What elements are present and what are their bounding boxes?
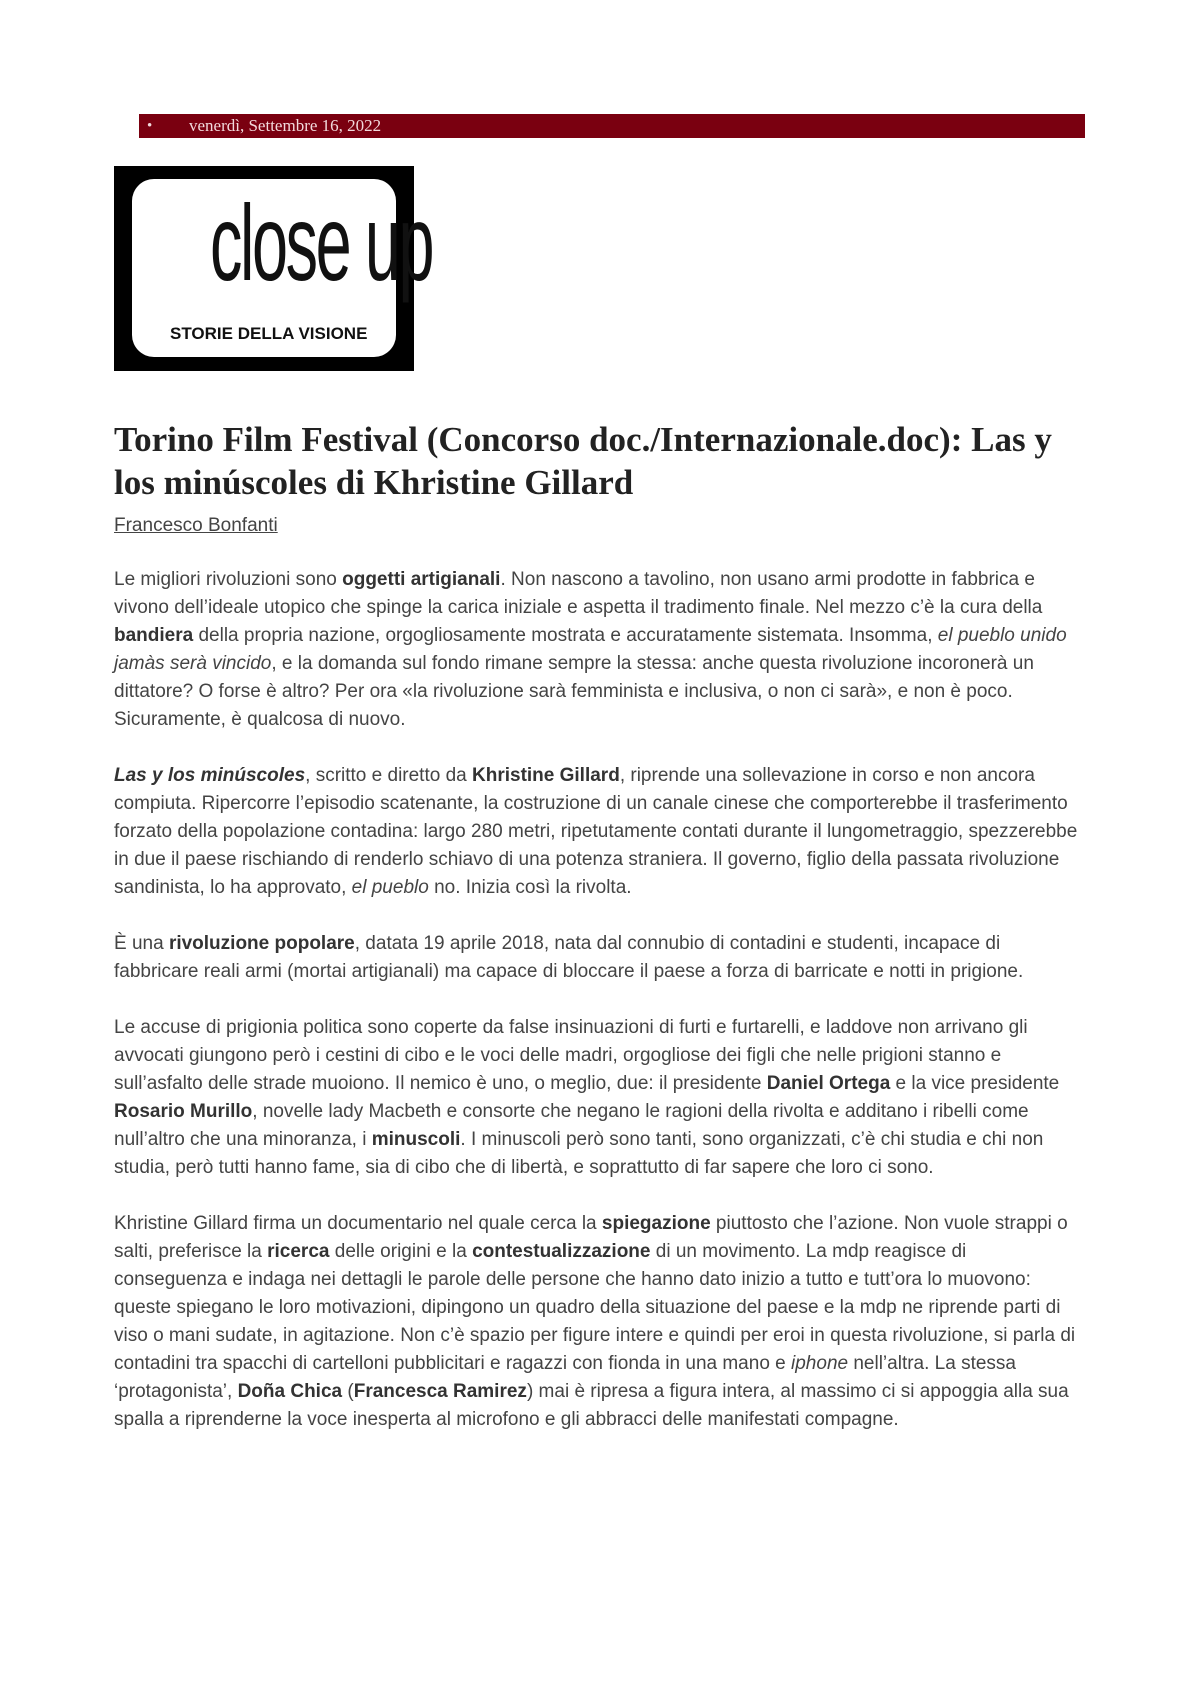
text-run: nell’altra. La stessa ‘protagonista’, <box>114 1353 1016 1402</box>
logo-brand: close up <box>210 182 433 303</box>
text-run: piuttosto che l’azione. Non vuole strappi o salti, preferisce la <box>114 1213 1068 1262</box>
logo-panel <box>132 179 433 357</box>
bold-text: ricerca <box>267 1241 330 1262</box>
text-run: di un movimento. La mdp reagisce di conseguenza e indaga nei dettagli le parole delle persone che hanno dato inizio a tutto e tutt’ora lo muovono: queste spiegano le loro motivazioni, dipingono un quadro della situazione del paese e la mdp ne riprende parti di viso o mani sudate, in agitazione. Non c’è spazio per figure intere e quindi per eroi in questa rivoluzione, si parla di contadini tra spacchi di cartelloni pubblicitari e ragazzi con fionda in una mano e <box>114 1241 1076 1374</box>
text-run: , scritto e diretto da <box>305 765 472 786</box>
text-run: no. Inizia così la rivolta. <box>428 877 632 898</box>
bold-text: bandiera <box>114 625 194 646</box>
text-run: della propria nazione, orgogliosamente mostrata e accuratamente sistemata. Insomma, <box>193 625 938 646</box>
italic-text: iphone <box>791 1353 849 1374</box>
bold-text: spiegazione <box>601 1213 711 1234</box>
text-run: Khristine Gillard firma un documentario nel quale cerca la <box>114 1213 602 1234</box>
text-run: , e la domanda sul fondo rimane sempre la stessa: anche questa rivoluzione incoronerà un dittatore? O forse è altro? Per ora «la rivoluzione sarà femminista e inclusiva, o non ci sarà», e non è poco. Sicuramente, è qualcosa di nuovo. <box>114 653 1034 730</box>
paragraph-3 <box>114 930 1079 986</box>
bold-text: Daniel Ortega <box>766 1073 891 1094</box>
bullet-icon: • <box>147 118 153 134</box>
bold-text: Doña Chica <box>237 1381 343 1402</box>
bold-text: contestualizzazione <box>472 1241 651 1262</box>
text-run: È una <box>114 933 169 954</box>
italic-text: el pueblo <box>351 877 429 898</box>
text-run: , riprende una sollevazione in corso e non ancora compiuta. Ripercorre l’episodio scatenante, la costruzione di un canale cinese che comporterebbe il trasferimento forzato della popolazione contadina: largo 280 metri, ripetutamente contati durante il lungometraggio, spezzerebbe in due il paese rischiando di renderlo schiavo di una potenza straniera. Il governo, figlio della passata rivoluzione sandinista, lo ha approvato, <box>114 765 1078 898</box>
text-run: e la vice presidente <box>890 1073 1060 1094</box>
italic-text: el pueblo unido jamàs serà vincido <box>114 625 1067 674</box>
bold-text: Rosario Murillo <box>114 1101 253 1122</box>
text-run: , novelle lady Macbeth e consorte che negano le ragioni della rivolta e additano i ribelli come null’altro che una minoranza, i <box>114 1101 1029 1150</box>
bold-text: rivoluzione popolare <box>168 933 355 954</box>
bold-text: minuscoli <box>371 1129 461 1150</box>
article-title: Torino Film Festival (Concorso doc./Internazionale.doc): Las y los minúscoles di Khristine Gillard <box>114 420 1052 502</box>
text-run: ) mai è ripresa a figura intera, al massimo ci si appoggia alla sua spalla a riprenderne la voce inesperta al microfono e gli abbracci delle manifestati compagne. <box>114 1381 1069 1430</box>
text-run: Le accuse di prigionia politica sono coperte da false insinuazioni di furti e furtarelli, e laddove non arrivano gli avvocati giungono però i cestini di cibo e le voci delle madri, orgogliose dei figli che nelle prigioni stanno e sull’asfalto delle strade muoiono. Il nemico è uno, o meglio, due: il presidente <box>114 1017 1028 1094</box>
bold-text: Khristine Gillard <box>472 765 620 786</box>
site-logo[interactable] <box>114 166 433 371</box>
text-run: , datata 19 aprile 2018, nata dal connubio di contadini e studenti, incapace di fabbricare reali armi (mortai artigianali) ma capace di bloccare il paese a forza di barricate e notti in prigione. <box>114 933 1024 982</box>
paragraph-1 <box>114 566 1079 734</box>
text-run: delle origini e la <box>329 1241 473 1262</box>
film-title: Las y los minúscoles <box>114 765 306 786</box>
bold-text: oggetti artigianali <box>342 569 501 590</box>
paragraph-2 <box>114 762 1079 902</box>
text-run: . I minuscoli però sono tanti, sono organizzati, c’è chi studia e chi non studia, però tutti hanno fame, sia di cibo che di libertà, e soprattutto di far sapere che loro ci sono. <box>114 1129 1044 1178</box>
date-bar <box>139 114 1085 138</box>
author-link[interactable]: Francesco Bonfanti <box>114 515 278 536</box>
text-run: . Non nascono a tavolino, non usano armi prodotte in fabbrica e vivono dell’ideale utopico che spinge la carica iniziale e aspetta il tradimento finale. Nel mezzo c’è la cura della <box>114 569 1043 618</box>
paragraph-5 <box>114 1210 1079 1434</box>
logo-tagline: STORIE DELLA VISIONE <box>170 324 368 343</box>
text-run: ( <box>342 1381 354 1402</box>
header-date: venerdì, Settembre 16, 2022 <box>189 116 382 135</box>
article-body <box>114 566 1079 1462</box>
text-run: Le migliori rivoluzioni sono <box>114 569 343 590</box>
paragraph-4 <box>114 1014 1079 1182</box>
bold-text: Francesca Ramirez <box>353 1381 527 1402</box>
